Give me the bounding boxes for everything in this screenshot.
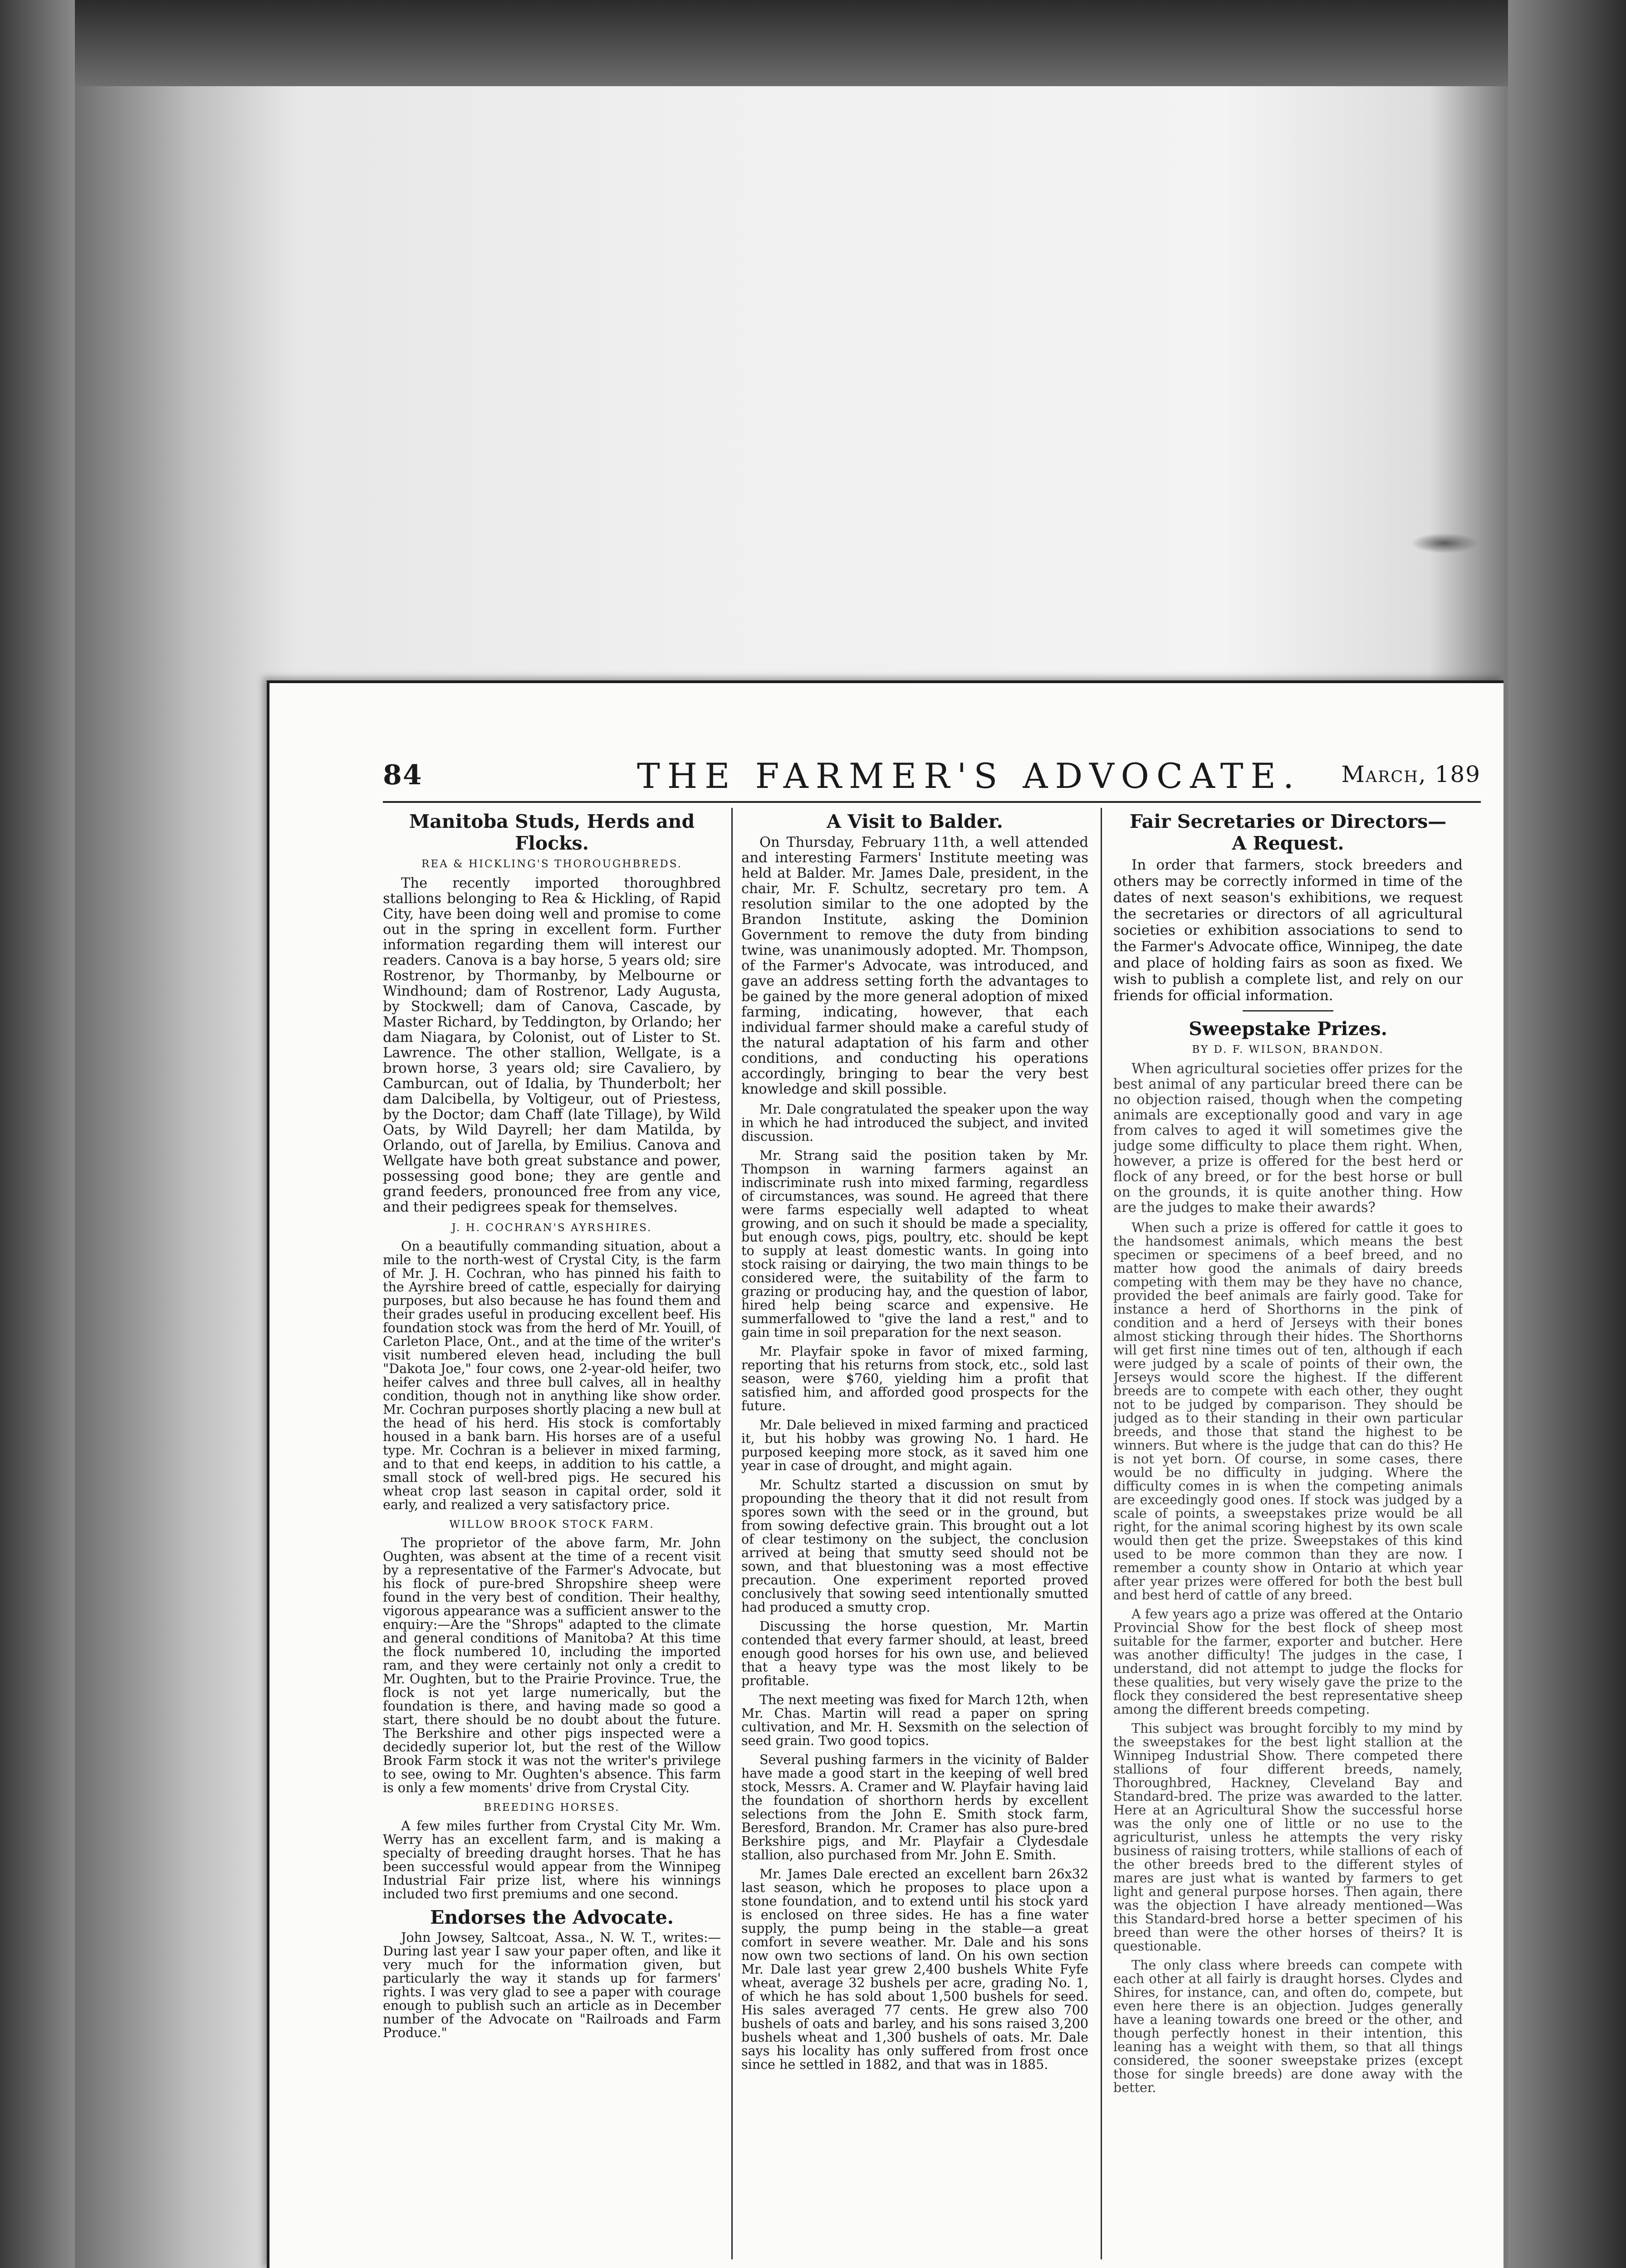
article-paragraph: Several pushing farmers in the vicinity of Balder have made a good start in the keeping of well bred stock, Messrs. A. Cramer and W. Playfair having laid the foundation of shorthorn herds by excellent selections from the John E. Smith stock farm, Beresford, Brandon. Mr. Cramer has also pure-bred Berkshire pigs, and Mr. Playfair a Clydesdale stallion, also purchased from Mr. John E. Smith. <box>741 1752 1088 1862</box>
section-subheading: WILLOW BROOK STOCK FARM. <box>449 1519 655 1530</box>
article-heading: Fair Secretaries or Directors— <box>1129 811 1447 832</box>
article-paragraph: Mr. Schultz started a discussion on smut by propounding the theory that it did not result from spores sown with the seed or in the ground, but from sowing defective grain. This brought out a lot of clear testimony on the subject, the conclusion arrived at being that smutty seed should not be sown, and that bluestoning was a most effective precaution. One experiment reported proved conclusively that sowing seed intentionally smutted had produced a smutty crop. <box>741 1477 1088 1615</box>
article-heading: Endorses the Advocate. <box>430 1906 674 1928</box>
article-heading-continued: A Request. <box>1232 832 1344 854</box>
request-notice <box>1113 857 1463 1004</box>
scan-smudge <box>1411 533 1479 553</box>
section-divider <box>1243 1010 1333 1012</box>
journal-title: THE FARMER'S ADVOCATE. <box>637 756 1302 796</box>
column-right <box>1113 808 1463 2255</box>
column-left <box>383 808 721 2255</box>
article-heading: A Visit to Balder. <box>827 811 1003 832</box>
newspaper-page <box>267 680 1504 2268</box>
article-paragraph: A few years ago a prize was offered at the Ontario Provincial Show for the best flock of sheep most suitable for the farmer, exporter and butcher. Here was another difficulty! The judges in the case, I understand, did not attempt to judge the flocks for these qualities, but very wisely gave the prize to the flock they considered the best representative sheep among the different breeds competing. <box>1113 1607 1463 1717</box>
article-paragraph: Mr. Dale congratulated the speaker upon the way in which he had introduced the subject, and invited discussion. <box>741 1102 1088 1144</box>
article-paragraph: Discussing the horse question, Mr. Martin contended that every farmer should, at least, breed enough good horses for his own use, and believed that a heavy type was the most likely to be profitable. <box>741 1619 1088 1688</box>
section-subheading: J. H. COCHRAN'S AYRSHIRES. <box>451 1222 652 1234</box>
article-paragraph: The only class where breeds can compete with each other at all fairly is draught horses. Clydes and Shires, for instance, can, and often do, compete, but even here there is an objection. Judges generally have a leaning towards one breed or the other, and though perfectly honest in their intention, this leaning has a weight with them, so that all things considered, the sooner sweepstake prizes (except those for single breeds) are done away with the better. <box>1113 1958 1463 2095</box>
article-byline: BY D. F. WILSON, BRANDON. <box>1192 1044 1384 1056</box>
article-paragraph: The proprietor of the above farm, Mr. John Oughten, was absent at the time of a recent visit by a representative of the Farmer's Advocate, but his flock of pure-bred Shropshire sheep were found in the very best of condition. Their healthy, vigorous appearance was a sufficient answer to the enquiry:—Are the "Shrops" adapted to the climate and general conditions of Manitoba? At this time the flock numbered 10, including the imported ram, and they were certainly not only a credit to Mr. Oughten, but to the Prairie Province. True, the flock is not yet large numerically, but the foundation is there, and having made so good a start, there should be no doubt about the future. The Berkshire and other pigs inspected were a decidedly superior lot, but the rest of the Willow Brook Farm stock it was not the writer's privilege to see, owing to Mr. Oughten's absence. This farm is only a few moments' drive from Crystal City. <box>383 1535 721 1795</box>
article-paragraph: John Jowsey, Saltcoat, Assa., N. W. T., writes:—During last year I saw your paper often, and like it very much for the information given, but particularly the way it stands up for farmers' rights. I was very glad to see a paper with courage enough to publish such an article as in December number of the Advocate on "Railroads and Farm Produce." <box>383 1930 721 2040</box>
article-paragraph: The recently imported thoroughbred stallions belonging to Rea & Hickling, of Rapid City, have been doing well and promise to come out in the spring in excellent form. Further information regarding them will interest our readers. Canova is a bay horse, 5 years old; sire Rostrenor, by Thormanby, by Melbourne or Windhound; dam of Rostrenor, Lady Augusta, by Stockwell; dam of Canova, Cascade, by Master Richard, by Teddington, by Orlando; her dam Niagara, by Colonist, out of Lister to St. Lawrence. The other stallion, Wellgate, is a brown horse, 3 years old; sire Cavaliero, by Camburcan, out of Idalia, by Thunderbolt; her dam Dalcibella, by Voltigeur, out of Priestess, by the Doctor; dam Chaff (late Tillage), by Wild Oats, by Wild Dayrell; her dam Matilda, by Orlando, out of Jarella, by Emilius. Canova and Wellgate have both great substance and power, possessing good bone; they are gentle and grand feeders, pronounced free from any vice, and their pedigrees speak for themselves. <box>383 875 721 1215</box>
article-paragraph: In order that farmers, stock breeders and others may be correctly informed in time of the dates of next season's exhibitions, we request the secretaries or directors of all agricultural societies or exhibition associations to send to the Farmer's Advocate office, Winnipeg, the date and place of holding fairs as soon as fixed. We wish to publish a complete list, and rely on our friends for official information. <box>1113 857 1463 1004</box>
article-paragraph: On Thursday, February 11th, a well attended and interesting Farmers' Institute meeting was held at Balder. Mr. James Dale, president, in the chair, Mr. F. Schultz, secretary pro tem. A resolution similar to the one adopted by the Brandon Institute, asking the Dominion Government to remove the duty from binding twine, was unanimously adopted. Mr. Thompson, of the Farmer's Advocate, was introduced, and gave an address setting forth the advantages to be gained by the more general adoption of mixed farming, indicating, however, that each individual farmer should make a careful study of the natural adaptation of his farm and other conditions, and conducting his operations accordingly, bringing to bear the very best knowledge and skill possible. <box>741 835 1088 1097</box>
page-number: 84 <box>383 759 423 791</box>
column-divider <box>731 808 733 2259</box>
article-paragraph: On a beautifully commanding situation, about a mile to the north-west of Crystal City, is the farm of Mr. J. H. Cochran, who has pinned his faith to the Ayrshire breed of cattle, especially for dairying purposes, but also because he has found them and their grades useful in producing excellent beef. His foundation stock was from the herd of Mr. Youill, of Carleton Place, Ont., and at the time of the writer's visit numbered eleven head, including the bull "Dakota Joe," four cows, one 2-year-old heifer, two heifer calves and three bull calves, all in healthy condition, though not in anything like show order. Mr. Cochran purposes shortly placing a new bull at the head of his herd. His stock is comfortably housed in a bank barn. His horses are of a useful type. Mr. Cochran is a believer in mixed farming, and to that end keeps, in addition to his cattle, a small stock of well-bred pigs. He secured his wheat crop last season in capital order, sold it early, and realized a very satisfactory price. <box>383 1239 721 1512</box>
scan-top-shadow <box>0 0 1626 86</box>
issue-date: March, 189 <box>1341 761 1481 787</box>
column-middle <box>741 808 1088 2255</box>
article-paragraph: This subject was brought forcibly to my mind by the sweepstakes for the best light stallion at the Winnipeg Industrial Show. There competed there stallions of four different breeds, namely, Thoroughbred, Hackney, Cleveland Bay and Standard-bred. The prize was awarded to the latter. Here at an Agricultural Show the successful horse was the only one of little or no use to the agriculturist, unless he attempts the very risky business of raising trotters, while stallions of each of the other breeds bred to the different styles of mares are just what is wanted by farmers to get light and general purpose horses. Then again, there was the objection I have already mentioned—Was this Standard-bred horse a better specimen of his breed than were the other horses of theirs? It is questionable. <box>1113 1721 1463 1954</box>
article-paragraph: Mr. Dale believed in mixed farming and practiced it, but his hobby was growing No. 1 hard. He purposed keeping more stock, as it saved him one year in case of drought, and might again. <box>741 1418 1088 1473</box>
article-paragraph: Mr. Playfair spoke in favor of mixed farming, reporting that his returns from stock, etc., sold last season, were $760, yielding him a profit that satisfied him, and afforded good prospects for the future. <box>741 1344 1088 1413</box>
article-paragraph: When such a prize is offered for cattle it goes to the handsomest animals, which means the best specimen or specimens of a beef breed, and no matter how good the animals of dairy breeds competing with them may be they have no chance, provided the beef animals are fairly good. Take for instance a herd of Shorthorns in the pink of condition and a herd of Jerseys with their bones almost sticking through their hides. The Shorthorns will get first nine times out of ten, although if each were judged by a scale of points of their own, the Jerseys would score the highest. If the different breeds are to compete with each other, they ought not to be judged by comparison. They should be judged as to their standing in their own particular breeds, and those that stand the highest to be winners. But where is the judge that can do this? He is not yet born. Of course, in some cases, there would be no difficulty in judging. Where the difficulty comes in is when the competing animals are exceedingly good ones. If stock was judged by a scale of points, a sweepstakes prize would be all right, for the animal scoring highest by its own scale would then get the prize. Sweepstakes of this kind used to be more common than they are now. I remember a county show in Ontario at which year after year prizes were offered for both the best bull and best herd of cattle of any breed. <box>1113 1220 1463 1603</box>
article-paragraph: The next meeting was fixed for March 12th, when Mr. Chas. Martin will read a paper on spring cultivation, and Mr. H. Sexsmith on the selection of seed grain. Two good topics. <box>741 1692 1088 1748</box>
column-divider <box>1101 808 1102 2259</box>
article-paragraph: When agricultural societies offer prizes for the best animal of any particular breed there can be no objection raised, though when the competing animals are exceptionally good and vary in age from calves to aged it will sometimes give the judge some difficulty to place them right. When, however, a prize is offered for the best herd or flock of any breed, or for the best horse or bull on the grounds, it is quite another thing. How are the judges to make their awards? <box>1113 1061 1463 1216</box>
scan-right-shadow <box>1508 0 1626 2268</box>
section-subheading: REA & HICKLING'S THOROUGHBREDS. <box>421 858 682 870</box>
article-heading: Sweepstake Prizes. <box>1189 1018 1387 1040</box>
article-paragraph: Mr. Strang said the position taken by Mr. Thompson in warning farmers against an indiscriminate rush into mixed farming, regardless of circumstances, was sound. He agreed that there were farms especially well adapted to wheat growing, and on such it should be made a speciality, but enough cows, pigs, poultry, etc. should be kept to supply at least domestic wants. In going into stock raising or dairying, the two main things to be considered were, the suitability of the farm to grazing or producing hay, and the question of labor, hired help being scarce and expensive. He summerfallowed to "give the land a rest," and to gain time in soil preparation for the next season. <box>741 1148 1088 1340</box>
masthead-rule <box>383 801 1481 803</box>
masthead <box>383 756 1481 797</box>
article-heading: Manitoba Studs, Herds and Flocks. <box>409 811 695 854</box>
scan-left-shadow <box>0 0 75 2268</box>
article-paragraph: Mr. James Dale erected an excellent barn 26x32 last season, which he proposes to place upon a stone foundation, and to extend until his stock yard is enclosed on three sides. He has a fine water supply, the pump being in the stable—a great comfort in severe weather. Mr. Dale and his sons now own two sections of land. On his own section Mr. Dale last year grew 2,400 bushels White Fyfe wheat, average 32 bushels per acre, grading No. 1, of which he has sold about 1,500 bushels for seed. His sales averaged 77 cents. He grew also 700 bushels of oats and barley, and his sons raised 3,200 bushels wheat and 1,300 bushels of oats. Mr. Dale says his locality has only suffered from frost once since he settled in 1882, and that was in 1885. <box>741 1867 1088 2072</box>
article-paragraph: A few miles further from Crystal City Mr. Wm. Werry has an excellent farm, and is making a specialty of breeding draught horses. That he has been successful would appear from the Winnipeg Industrial Fair prize list, where his winnings included two first premiums and one second. <box>383 1818 721 1901</box>
section-subheading: BREEDING HORSES. <box>484 1802 620 1813</box>
